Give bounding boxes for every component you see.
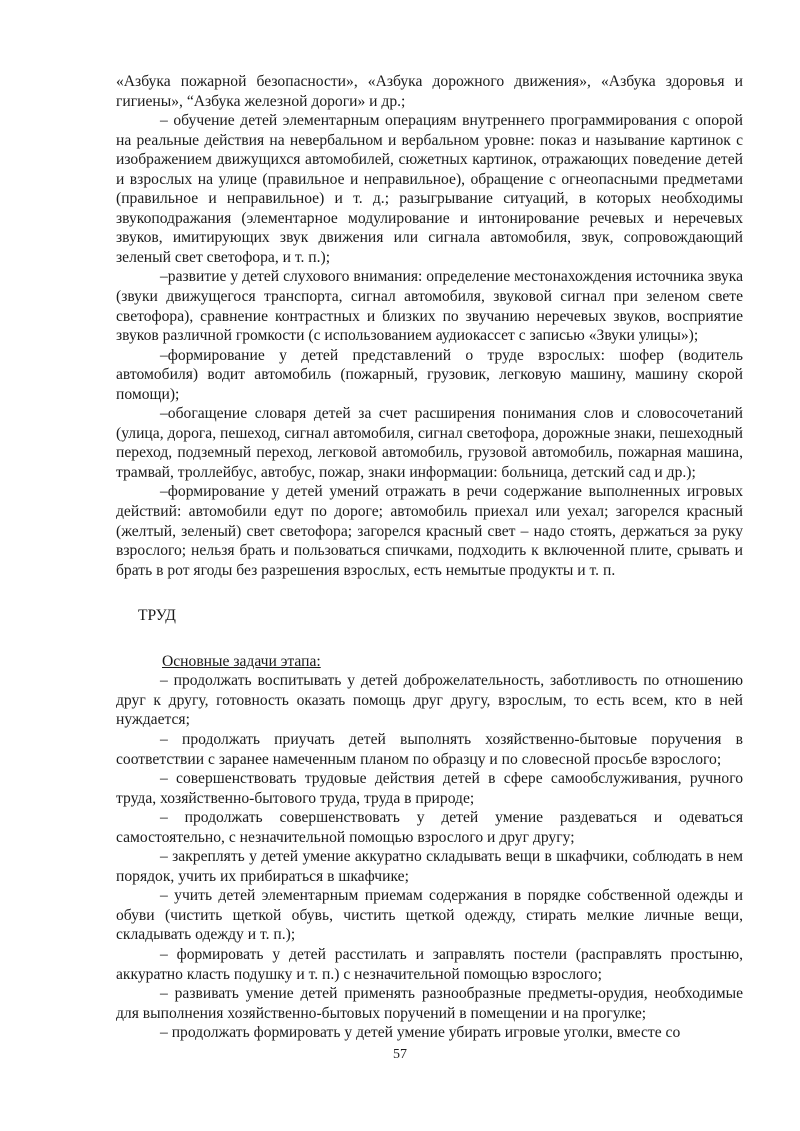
- paragraph: –формирование у детей умений отражать в речи содержание выполненных игровых действий: автомобили едут по дороге; автомобиль приехал или уехал; загорелся красный (желтый, зеленый) свет светофора; загорелся красный свет – надо стоять, держаться за руку взрослого; нельзя брать и пользоваться спичками, подходить к включенной плите, срывать и брать в рот ягоды без разрешения взрослых, есть немытые продукты и т. п.: [116, 483, 743, 579]
- section-heading: ТРУД: [138, 607, 176, 625]
- list-item: – совершенствовать трудовые действия детей в сфере самообслуживания, ручного труда, хозяйственно-бытового труда, труда в природе;: [116, 770, 743, 807]
- list-item: – продолжать формировать у детей умение убирать игровые уголки, вместе со: [160, 1024, 681, 1042]
- paragraph: –формирование у детей представлений о труде взрослых: шофер (водитель автомобиля) водит автомобиль (пожарный, грузовик, легковую машину, машину скорой помощи);: [116, 346, 743, 403]
- page-body: [116, 72, 743, 1043]
- list-item: – продолжать совершенствовать у детей умение раздеваться и одеваться самостоятельно, с незначительной помощью взрослого и друг другу;: [116, 809, 743, 846]
- paragraph: –обогащение словаря детей за счет расширения понимания слов и словосочетаний (улица, дорога, пешеход, сигнал автомобиля, сигнал светофора, дорожные знаки, пешеходный переход, подземный переход, легковой автомобиль, грузовой автомобиль, пожарная машина, трамвай, троллейбус, автобус, пожар, знаки информации: больница, детский сад и др.);: [116, 405, 743, 481]
- paragraph: – обучение детей элементарным операциям внутреннего программирования с опорой на реальные действия на невербальном и вербальном уровне: показ и называние картинок с изображением движущихся автомобилей, сюжетных картинок, отражающих поведение детей и взрослых на улице (правильное и неправильное), обращение с огнеопасными предметами (правильное и неправильное) и т. д.; разыгрывание ситуаций, в которых необходимы звукоподражания (элементарное модулирование и интонирование речевых и неречевых звуков, имитирующих звук движения или сигнала автомобиля, звук, сопровождающий зеленый свет светофора, и т. п.);: [116, 112, 743, 266]
- list-item: – учить детей элементарным приемам содержания в порядке собственной одежды и обуви (чистить щеткой обувь, чистить щеткой одежду, стирать мелкие личные вещи, складывать одежду и т. п.);: [116, 887, 743, 944]
- list-item: – закреплять у детей умение аккуратно складывать вещи в шкафчики, соблюдать в нем порядок, учить их прибираться в шкафчике;: [116, 848, 743, 885]
- list-item: – продолжать воспитывать у детей доброжелательность, заботливость по отношению друг к другу, готовность оказать помощь друг другу, взрослым, то есть всем, кто в ней нуждается;: [116, 672, 743, 729]
- list-item: – продолжать приучать детей выполнять хозяйственно-бытовые поручения в соответствии с заранее намеченным планом по образцу и по словесной просьбе взрослого;: [116, 730, 743, 768]
- list-item: – развивать умение детей применять разнообразные предметы-орудия, необходимые для выполнения хозяйственно-бытовых поручений в помещении и на прогулке;: [116, 985, 743, 1022]
- paragraph: «Азбука пожарной безопасности», «Азбука дорожного движения», «Азбука здоровья и гигиены», “Азбука железной дороги» и др.;: [116, 73, 743, 110]
- list-item: – формировать у детей расстилать и заправлять постели (расправлять простыню, аккуратно класть подушку и т. п.) с незначительной помощью взрослого;: [116, 945, 743, 983]
- section-subheading: Основные задачи этапа:: [162, 652, 321, 670]
- page-number: 57: [393, 1047, 407, 1062]
- paragraph: –развитие у детей слухового внимания: определение местонахождения источника звука (звуки движущегося транспорта, сигнал автомобиля, звуковой сигнал при зеленом свете светофора), сравнение контрастных и близких по звучанию неречевых звуков, восприятие звуков различной громкости (с использованием аудиокассет с записью «Звуки улицы»);: [116, 268, 743, 345]
